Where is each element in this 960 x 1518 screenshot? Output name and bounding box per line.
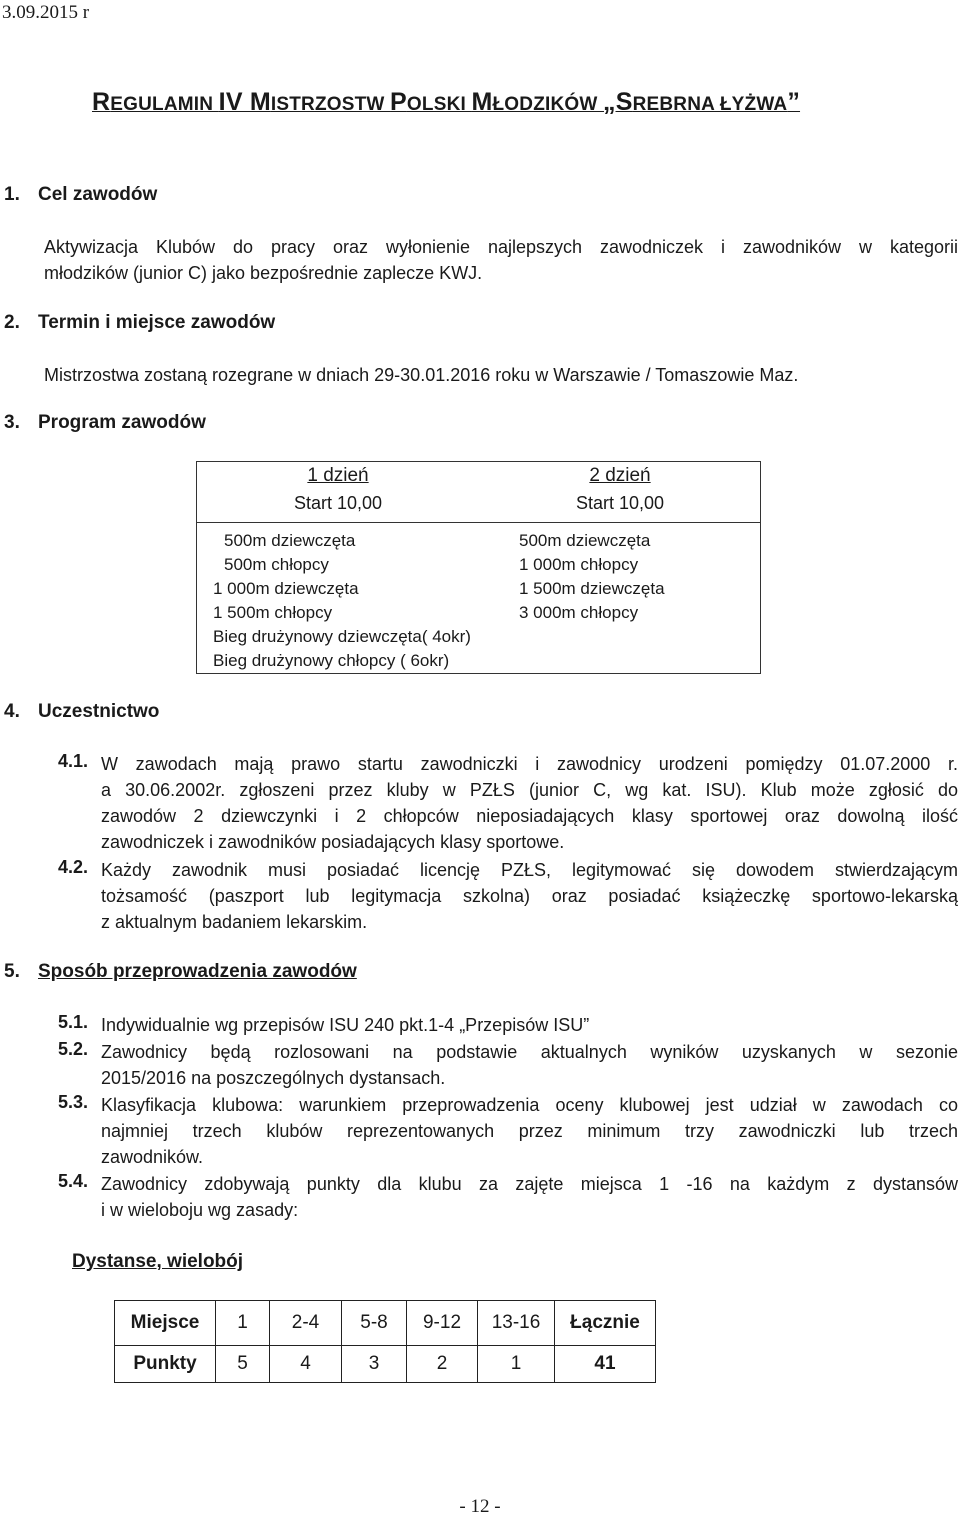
section-4-heading: 4. Uczestnictwo bbox=[4, 701, 160, 722]
program-event: 1 500m dziewczęta bbox=[519, 579, 665, 598]
table-cell: 2-4 bbox=[270, 1301, 342, 1346]
table-cell: Łącznie bbox=[555, 1301, 656, 1346]
section-5-2-line1: Zawodnicy będą rozlosowani na podstawie aktualnych wyników uzyskanych w sezonie bbox=[101, 1042, 958, 1062]
table-row bbox=[115, 1346, 656, 1383]
program-event: Bieg drużynowy chłopcy ( 6okr) bbox=[213, 651, 450, 670]
document-title: REGULAMIN IV MISTRZOSTW POLSKI MŁODZIKÓW „SREBRNA ŁYŻWA” bbox=[92, 88, 801, 116]
section-4-2-line2: tożsamość (paszport lub legitymacja szkolna) oraz posiadać książeczkę sportowo-lekarską bbox=[101, 886, 958, 906]
program-event: Bieg drużynowy dziewczęta( 4okr) bbox=[213, 627, 471, 646]
program-table bbox=[196, 461, 761, 674]
points-table bbox=[114, 1300, 656, 1383]
table-cell: 4 bbox=[270, 1346, 342, 1383]
program-day-1: 1 dzień bbox=[307, 465, 369, 486]
program-start-1: Start 10,00 bbox=[293, 493, 383, 513]
section-2-heading: 2. Termin i miejsce zawodów bbox=[4, 312, 276, 333]
table-cell: 5-8 bbox=[342, 1301, 407, 1346]
section-1-text-line2: młodzików (junior C) jako bezpośrednie zaplecze KWJ. bbox=[44, 263, 483, 283]
table-cell: 1 bbox=[478, 1346, 555, 1383]
section-5-1-number: 5.1. bbox=[58, 1012, 89, 1032]
program-day-2-events bbox=[519, 529, 665, 625]
program-event: 3 000m chłopcy bbox=[519, 603, 639, 622]
table-cell: 1 bbox=[216, 1301, 270, 1346]
program-event: 1 000m dziewczęta bbox=[213, 579, 359, 598]
table-cell: 9-12 bbox=[407, 1301, 478, 1346]
table-cell: 3 bbox=[342, 1346, 407, 1383]
section-5-3-line3: zawodników. bbox=[101, 1147, 204, 1167]
page-number: - 12 - bbox=[459, 1496, 501, 1517]
section-5-4-line1: Zawodnicy zdobywają punkty dla klubu za zajęte miejsca 1 -16 na każdym z dystansów bbox=[101, 1174, 958, 1194]
program-table-header bbox=[197, 462, 760, 523]
section-5-3-number: 5.3. bbox=[58, 1092, 89, 1112]
program-event: 500m chłopcy bbox=[224, 555, 329, 574]
distances-heading: Dystanse, wielobój bbox=[72, 1251, 244, 1272]
section-4-1-line1: W zawodach mają prawo startu zawodniczki i zawodnicy urodzeni pomiędzy 01.07.2000 r. bbox=[101, 754, 958, 774]
section-4-1-line2: a 30.06.2002r. zgłoszeni przez kluby w PZŁS (junior C, wg kat. ISU). Klub może zgłosić do bbox=[101, 780, 958, 800]
table-cell: 41 bbox=[555, 1346, 656, 1383]
section-4-2-line1: Każdy zawodnik musi posiadać licencję PZŁS, legitymować się dowodem stwierdzającym bbox=[101, 860, 958, 880]
program-start-2: Start 10,00 bbox=[575, 493, 665, 513]
program-event: 1 500m chłopcy bbox=[213, 603, 333, 622]
table-cell: Miejsce bbox=[115, 1301, 216, 1346]
table-cell: 2 bbox=[407, 1346, 478, 1383]
section-4-2-line3: z aktualnym badaniem lekarskim. bbox=[101, 912, 368, 932]
table-cell: 13-16 bbox=[478, 1301, 555, 1346]
section-1-heading: 1. Cel zawodów bbox=[4, 184, 158, 205]
section-1-text-line1: Aktywizacja Klubów do pracy oraz wyłonienie najlepszych zawodniczek i zawodników w kategorii bbox=[44, 237, 958, 257]
table-cell: 5 bbox=[216, 1346, 270, 1383]
program-event: 500m dziewczęta bbox=[224, 531, 356, 550]
section-5-4-line2: i w wieloboju wg zasady: bbox=[101, 1200, 299, 1220]
section-5-4-number: 5.4. bbox=[58, 1171, 89, 1191]
section-5-3-line1: Klasyfikacja klubowa: warunkiem przeprowadzenia oceny klubowej jest udział w zawodach co bbox=[101, 1095, 958, 1115]
section-5-2-number: 5.2. bbox=[58, 1039, 89, 1059]
section-5-heading: 5. Sposób przeprowadzenia zawodów bbox=[4, 961, 357, 982]
table-cell: Punkty bbox=[115, 1346, 216, 1383]
section-4-1-number: 4.1. bbox=[58, 751, 89, 771]
section-4-1-line3: zawodów 2 dziewczynki i 2 chłopców nieposiadających klasy sportowej oraz dowolną ilość bbox=[101, 806, 958, 826]
program-day-2: 2 dzień bbox=[589, 465, 651, 486]
section-4-1-line4: zawodniczek i zawodników posiadających klasy sportowe. bbox=[101, 832, 565, 852]
section-2-text: Mistrzostwa zostaną rozegrane w dniach 29-30.01.2016 roku w Warszawie / Tomaszowie Maz. bbox=[44, 365, 799, 385]
section-5-3-line2: najmniej trzech klubów reprezentowanych przez minimum trzy zawodniczki lub trzech bbox=[101, 1121, 958, 1141]
section-5-2-line2: 2015/2016 na poszczególnych dystansach. bbox=[101, 1068, 446, 1088]
section-5-1-text: Indywidualnie wg przepisów ISU 240 pkt.1-4 „Przepisów ISU” bbox=[101, 1015, 590, 1035]
section-4-2-number: 4.2. bbox=[58, 857, 89, 877]
table-row bbox=[115, 1301, 656, 1346]
program-event: 500m dziewczęta bbox=[519, 531, 651, 550]
program-event: 1 000m chłopcy bbox=[519, 555, 639, 574]
program-day-1-events bbox=[213, 529, 471, 673]
section-3-heading: 3. Program zawodów bbox=[4, 412, 206, 433]
document-date: 3.09.2015 r bbox=[2, 2, 90, 23]
